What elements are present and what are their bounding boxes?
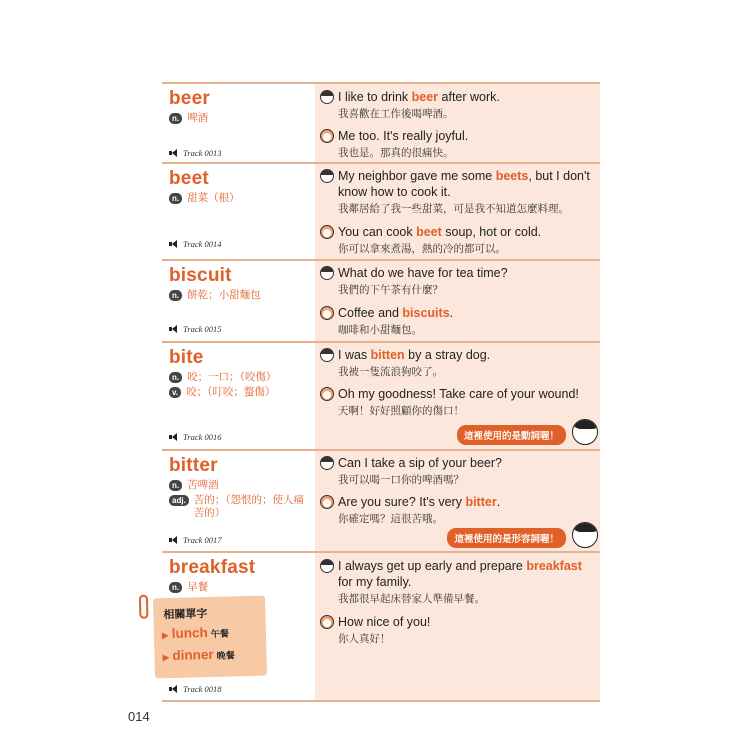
english-sentence bbox=[338, 305, 596, 321]
related-word-item bbox=[162, 646, 235, 663]
dialogue-line bbox=[320, 168, 596, 217]
speaker-icon bbox=[169, 149, 180, 157]
dialogue-panel bbox=[315, 84, 600, 162]
sentence-part: soup, hot or cold. bbox=[441, 225, 542, 239]
chinese-translation: 你可以拿來煮湯，熱的冷的都可以。 bbox=[338, 243, 506, 255]
highlighted-word: beets bbox=[495, 169, 529, 183]
definition bbox=[169, 192, 307, 205]
sentence-part: Coffee and bbox=[338, 306, 403, 320]
chinese-translation: 咖啡和小甜麵包。 bbox=[338, 324, 422, 336]
english-sentence bbox=[338, 89, 596, 105]
grammar-note-callout: 這裡使用的是動詞喔！ bbox=[457, 425, 566, 445]
entry-breakfast bbox=[162, 553, 600, 702]
english-sentence bbox=[338, 347, 596, 363]
audio-track[interactable] bbox=[169, 324, 222, 334]
english-sentence bbox=[338, 224, 596, 240]
audio-track[interactable] bbox=[169, 239, 222, 249]
definition bbox=[169, 479, 307, 492]
audio-track[interactable] bbox=[169, 148, 222, 158]
pos-badge: n. bbox=[169, 372, 182, 383]
dialogue-panel bbox=[315, 553, 600, 700]
speaker-icon bbox=[169, 433, 180, 441]
entry-beer bbox=[162, 84, 600, 164]
headword: breakfast bbox=[169, 557, 256, 578]
related-meaning: 晚餐 bbox=[216, 651, 235, 662]
dialogue-panel bbox=[315, 451, 600, 551]
dialogue-line bbox=[320, 89, 596, 122]
highlighted-word: beer bbox=[411, 90, 439, 104]
dialogue-line bbox=[320, 614, 596, 647]
speaker-icon bbox=[169, 685, 180, 693]
highlighted-word: beet bbox=[416, 225, 442, 239]
male-speaker-icon bbox=[320, 559, 334, 573]
female-speaker-icon bbox=[320, 225, 334, 239]
chinese-translation: 天啊！好好照顧你的傷口！ bbox=[338, 405, 464, 417]
dialogue-panel bbox=[315, 164, 600, 259]
sentence-part: Me too. It's really joyful. bbox=[338, 129, 469, 143]
sentence-part: Oh my goodness! Take care of your wound! bbox=[338, 387, 579, 401]
chinese-translation: 你人真好！ bbox=[338, 633, 391, 645]
definition bbox=[169, 371, 307, 384]
english-sentence bbox=[338, 558, 596, 590]
sentence-part: for my family. bbox=[338, 575, 412, 589]
definition-text: 苦的；（怨恨的；使人痛苦的） bbox=[193, 494, 305, 519]
definition-text: 啤酒 bbox=[187, 112, 209, 124]
english-sentence bbox=[338, 494, 596, 510]
entry-bite bbox=[162, 343, 600, 451]
sentence-part: after work. bbox=[438, 90, 500, 104]
female-speaker-icon bbox=[320, 387, 334, 401]
english-sentence bbox=[338, 265, 596, 281]
entry-bitter bbox=[162, 451, 600, 553]
highlighted-word: biscuits bbox=[402, 306, 450, 320]
headword: beer bbox=[169, 88, 210, 109]
dialogue-line bbox=[320, 386, 596, 419]
headword: bite bbox=[169, 347, 204, 368]
highlighted-word: breakfast bbox=[526, 559, 582, 573]
dialogue-line bbox=[320, 455, 596, 488]
chinese-translation: 我們的下午茶有什麼？ bbox=[338, 284, 443, 296]
track-label: Track 0017 bbox=[183, 535, 222, 545]
pos-badge: v. bbox=[169, 387, 181, 398]
sentence-part: I was bbox=[338, 348, 371, 362]
entry-left-panel bbox=[162, 164, 314, 259]
speaker-icon bbox=[169, 325, 180, 333]
definition bbox=[169, 289, 307, 302]
related-title: 相關單字 bbox=[163, 607, 208, 622]
definition bbox=[169, 581, 307, 594]
definition-text: 甜菜（根） bbox=[187, 192, 240, 204]
female-speaker-icon bbox=[320, 306, 334, 320]
track-label: Track 0014 bbox=[183, 239, 222, 249]
pos-badge: n. bbox=[169, 480, 182, 491]
definition-text: 早餐 bbox=[187, 581, 209, 593]
paperclip-icon bbox=[139, 595, 149, 619]
male-speaker-icon bbox=[320, 348, 334, 362]
related-word-item bbox=[162, 625, 229, 642]
dialogue-line bbox=[320, 305, 596, 338]
definition bbox=[169, 112, 307, 125]
pos-badge: n. bbox=[169, 290, 182, 301]
triangle-bullet-icon: ▶ bbox=[161, 631, 170, 642]
related-word: lunch bbox=[171, 625, 209, 641]
definition-text: 苦啤酒 bbox=[187, 479, 219, 491]
headword: bitter bbox=[169, 455, 218, 476]
sentence-part: My neighbor gave me some bbox=[338, 169, 496, 183]
sentence-part: I always get up early and prepare bbox=[338, 559, 527, 573]
chinese-translation: 我也是。那真的很痛快。 bbox=[338, 147, 454, 159]
audio-track[interactable] bbox=[169, 432, 222, 442]
related-meaning: 午餐 bbox=[210, 629, 230, 640]
male-speaker-icon bbox=[320, 266, 334, 280]
sentence-part: . bbox=[496, 495, 501, 509]
entry-left-panel bbox=[162, 451, 314, 551]
triangle-bullet-icon: ▶ bbox=[162, 653, 170, 664]
grammar-note-callout: 這裡使用的是形容詞喔！ bbox=[447, 528, 566, 548]
page-number: 014 bbox=[128, 709, 150, 724]
chinese-translation: 我被一隻流浪狗咬了。 bbox=[338, 366, 443, 378]
dialogue-panel bbox=[315, 343, 600, 449]
male-speaker-icon bbox=[320, 90, 334, 104]
female-speaker-icon bbox=[320, 495, 334, 509]
dialogue-line bbox=[320, 347, 596, 380]
female-speaker-icon bbox=[320, 615, 334, 629]
highlighted-word: bitten bbox=[370, 348, 405, 362]
sentence-part: , but I don't know how to cook it. bbox=[338, 169, 590, 199]
english-sentence bbox=[338, 168, 596, 200]
entry-left-panel bbox=[162, 261, 314, 341]
dialogue-line bbox=[320, 558, 596, 607]
sentence-part: How nice of you! bbox=[338, 615, 431, 629]
entry-biscuit bbox=[162, 261, 600, 343]
highlighted-word: bitter bbox=[465, 495, 497, 509]
english-sentence bbox=[338, 128, 596, 144]
track-label: Track 0015 bbox=[183, 324, 222, 334]
chinese-translation: 我可以喝一口你的啤酒嗎？ bbox=[338, 474, 464, 486]
chinese-translation: 你確定嗎？這很苦哦。 bbox=[338, 513, 443, 525]
related-word: dinner bbox=[172, 646, 214, 663]
english-sentence bbox=[338, 455, 596, 471]
english-sentence bbox=[338, 386, 596, 402]
dialogue-line bbox=[320, 128, 596, 161]
dialogue-line bbox=[320, 494, 596, 527]
pos-badge: n. bbox=[169, 113, 182, 124]
entry-left-panel bbox=[162, 553, 314, 700]
speaker-icon bbox=[169, 536, 180, 544]
chinese-translation: 我鄰居給了我一些甜菜，可是我不知道怎麼料理。 bbox=[338, 203, 569, 215]
male-speaker-icon bbox=[320, 169, 334, 183]
sentence-part: I like to drink bbox=[338, 90, 412, 104]
sentence-part: You can cook bbox=[338, 225, 417, 239]
track-label: Track 0016 bbox=[183, 432, 222, 442]
track-label: Track 0013 bbox=[183, 148, 222, 158]
definition bbox=[169, 494, 314, 520]
sentence-part: by a stray dog. bbox=[404, 348, 491, 362]
girl-character-icon bbox=[572, 419, 598, 445]
entry-beet bbox=[162, 164, 600, 261]
definition bbox=[169, 386, 306, 399]
definition-text: 咬；一口；（咬傷） bbox=[187, 371, 277, 383]
headword: biscuit bbox=[169, 265, 232, 286]
entry-left-panel bbox=[162, 343, 314, 449]
sentence-part: What do we have for tea time? bbox=[338, 266, 508, 280]
sentence-part: Are you sure? It's very bbox=[338, 495, 466, 509]
sentence-part: Can I take a sip of your beer? bbox=[338, 456, 502, 470]
sentence-part: . bbox=[449, 306, 454, 320]
pos-badge: n. bbox=[169, 582, 182, 593]
vocabulary-page bbox=[162, 82, 600, 702]
entry-left-panel bbox=[162, 84, 314, 162]
female-speaker-icon bbox=[320, 129, 334, 143]
girl-character-icon bbox=[572, 522, 598, 548]
audio-track[interactable] bbox=[169, 535, 222, 545]
dialogue-line bbox=[320, 265, 596, 298]
definition-text: 餅乾；小甜麵包 bbox=[187, 289, 261, 301]
dialogue-panel bbox=[315, 261, 600, 341]
pos-badge: adj. bbox=[169, 495, 189, 506]
headword: beet bbox=[169, 168, 209, 189]
definition-text: 咬；（叮咬；螫傷） bbox=[186, 386, 276, 398]
audio-track[interactable] bbox=[169, 684, 222, 694]
speaker-icon bbox=[169, 240, 180, 248]
chinese-translation: 我都很早起床替家人準備早餐。 bbox=[338, 593, 485, 605]
chinese-translation: 我喜歡在工作後喝啤酒。 bbox=[338, 108, 454, 120]
track-label: Track 0018 bbox=[183, 684, 222, 694]
related-words-note bbox=[153, 596, 267, 679]
pos-badge: n. bbox=[169, 193, 182, 204]
dialogue-line bbox=[320, 224, 596, 257]
english-sentence bbox=[338, 614, 596, 630]
male-speaker-icon bbox=[320, 456, 334, 470]
